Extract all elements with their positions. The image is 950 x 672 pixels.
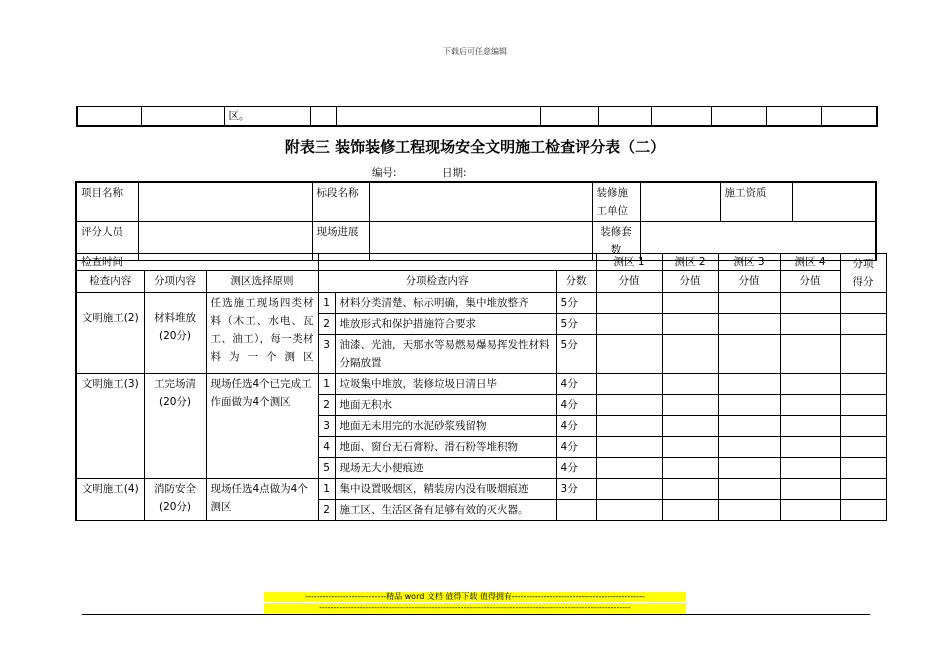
zone-cell [596, 500, 662, 521]
fragment-cell [540, 107, 598, 127]
item-number: 3 [318, 335, 335, 374]
item-text: 集中设置吸烟区，精装房内没有吸烟痕迹 [335, 479, 556, 500]
decor-sets-label: 装修套数 [592, 222, 640, 261]
zone-cell [662, 458, 718, 479]
zone2-header: 测区 2 [662, 254, 718, 271]
zone-principle-header: 测区选择原则 [206, 271, 318, 293]
date-label: 日期: [442, 167, 467, 179]
zone3-header: 测区 3 [718, 254, 780, 271]
group2-content: 文明施工(3) [76, 374, 144, 479]
zone-cell [596, 458, 662, 479]
evaluator-label: 评分人员 [76, 222, 138, 261]
qualification-value [792, 182, 876, 222]
item-score: 4分 [556, 374, 596, 395]
zone-cell [718, 500, 780, 521]
zone-cell [662, 437, 718, 458]
zone-cell [662, 416, 718, 437]
fragment-cell [766, 107, 821, 127]
zone-cell [596, 395, 662, 416]
zone-cell [662, 500, 718, 521]
zone-cell [718, 293, 780, 314]
footer-banner-line2: ------------------------------------------------------------------------------------------------------------ [264, 603, 686, 613]
check-time-label: 检查时间 [76, 254, 318, 271]
zone-cell [662, 479, 718, 500]
item-text: 堆放形式和保护措施符合要求 [335, 314, 556, 335]
page-header: 下载后可任意编辑 [443, 47, 507, 56]
zone-cell [780, 314, 840, 335]
item-number: 5 [318, 458, 335, 479]
fragment-cell [651, 107, 711, 127]
zone-cell [718, 374, 780, 395]
zone-cell [780, 416, 840, 437]
item-total-cell [840, 416, 886, 437]
zone-cell [662, 314, 718, 335]
zone-cell [780, 437, 840, 458]
group2-sub: 工完场清(20分) [144, 374, 206, 479]
zone3-value-header: 分值 [718, 271, 780, 293]
item-total-cell [840, 500, 886, 521]
item-number: 1 [318, 479, 335, 500]
item-score-header-line2: 得分 [852, 276, 874, 288]
fragment-cell [711, 107, 766, 127]
item-text: 垃圾集中堆放，装修垃圾日清日毕 [335, 374, 556, 395]
item-number: 3 [318, 416, 335, 437]
zone4-header: 测区 4 [780, 254, 840, 271]
item-total-cell [840, 314, 886, 335]
item-score: 4分 [556, 395, 596, 416]
zone-cell [718, 335, 780, 374]
zone-cell [596, 335, 662, 374]
item-score: 5分 [556, 335, 596, 374]
zone-cell [780, 458, 840, 479]
content-header: 检查内容 [76, 271, 144, 293]
item-total-cell [840, 293, 886, 314]
group1-sub: 材料堆放(20分) [144, 293, 206, 374]
zone-cell [662, 395, 718, 416]
zone-cell [596, 293, 662, 314]
item-number: 2 [318, 500, 335, 521]
page-title: 附表三 装饰装修工程现场安全文明施工检查评分表（二） [284, 138, 666, 156]
zone-cell [718, 314, 780, 335]
group3-sub: 消防安全(20分) [144, 479, 206, 521]
fragment-cell [77, 107, 141, 127]
zone1-value-header: 分值 [596, 271, 662, 293]
zone-cell [596, 374, 662, 395]
zone1-header: 测区 1 [596, 254, 662, 271]
scoring-table [75, 253, 887, 521]
zone4-value-header: 分值 [780, 271, 840, 293]
group2-principle: 现场任选4个已完成工作面做为4个测区 [206, 374, 318, 479]
item-score-header-line1: 分项 [852, 258, 874, 270]
item-score: 4分 [556, 437, 596, 458]
item-total-cell [840, 335, 886, 374]
fragment-cell [310, 107, 336, 127]
section-name-value [369, 182, 592, 222]
zone-cell [596, 416, 662, 437]
zone-cell [780, 374, 840, 395]
item-text: 地面无积水 [335, 395, 556, 416]
item-number: 2 [318, 314, 335, 335]
group1-content: 文明施工(2) [76, 293, 144, 374]
zone-cell [780, 479, 840, 500]
zone-cell [718, 395, 780, 416]
section-name-label: 标段名称 [312, 182, 369, 222]
project-name-value [138, 182, 312, 222]
fragment-cell: 区。 [224, 107, 310, 127]
item-number: 4 [318, 437, 335, 458]
previous-table-fragment [76, 106, 878, 127]
zone-cell [780, 335, 840, 374]
item-total-cell [840, 479, 886, 500]
zone-cell [662, 335, 718, 374]
zone-cell [780, 293, 840, 314]
item-text: 地面无未用完的水泥砂浆残留物 [335, 416, 556, 437]
item-text: 现场无大小便痕迹 [335, 458, 556, 479]
check-time-value [318, 254, 596, 271]
item-check-header: 分项检查内容 [318, 271, 556, 293]
zone2-value-header: 分值 [662, 271, 718, 293]
zone-cell [780, 395, 840, 416]
zone-cell [662, 374, 718, 395]
progress-label: 现场进展 [312, 222, 369, 261]
zone-cell [596, 479, 662, 500]
decor-unit-value [640, 182, 720, 222]
footer-banner-line1: ----------------------------精品 word 文档 值得下载 值得拥有---------------------------------------------- [264, 592, 686, 602]
info-table [75, 181, 877, 261]
decor-unit-label: 装修施工单位 [592, 182, 640, 222]
item-total-cell [840, 374, 886, 395]
item-number: 2 [318, 395, 335, 416]
qualification-label: 施工资质 [720, 182, 792, 222]
zone-cell [718, 458, 780, 479]
fragment-cell [336, 107, 540, 127]
zone-cell [662, 293, 718, 314]
item-number: 1 [318, 293, 335, 314]
item-score: 3分 [556, 479, 596, 500]
item-score: 5分 [556, 314, 596, 335]
zone-cell [596, 314, 662, 335]
item-score: 4分 [556, 458, 596, 479]
item-number: 1 [318, 374, 335, 395]
group3-content: 文明施工(4) [76, 479, 144, 521]
item-text: 地面、窗台无石膏粉、滑石粉等堆积物 [335, 437, 556, 458]
fragment-cell [141, 107, 224, 127]
item-score-header [840, 254, 886, 293]
item-total-cell [840, 458, 886, 479]
zone-cell [718, 479, 780, 500]
footer-rule [82, 614, 870, 615]
group3-principle: 现场任选4点做为4个测区 [206, 479, 318, 521]
item-text: 材料分类清楚、标示明确，集中堆放整齐 [335, 293, 556, 314]
item-score: 4分 [556, 416, 596, 437]
fragment-cell [598, 107, 651, 127]
project-name-label: 项目名称 [76, 182, 138, 222]
number-label: 编号: [372, 167, 397, 179]
fragment-cell [821, 107, 877, 127]
sub-content-header: 分项内容 [144, 271, 206, 293]
item-total-cell [840, 437, 886, 458]
item-total-cell [840, 395, 886, 416]
zone-cell [718, 437, 780, 458]
zone-cell [596, 437, 662, 458]
score-header: 分数 [556, 271, 596, 293]
item-score: 5分 [556, 293, 596, 314]
item-score [556, 500, 596, 521]
zone-cell [780, 500, 840, 521]
group1-principle: 任选施工现场四类材料（木工、水电、瓦工、油工），每一类材料为一个测区 [206, 293, 318, 374]
item-text: 油漆、光油，天那水等易燃易爆易挥发性材料分隔放置 [335, 335, 556, 374]
zone-cell [718, 416, 780, 437]
item-text: 施工区、生活区备有足够有效的灭火器。 [335, 500, 556, 521]
